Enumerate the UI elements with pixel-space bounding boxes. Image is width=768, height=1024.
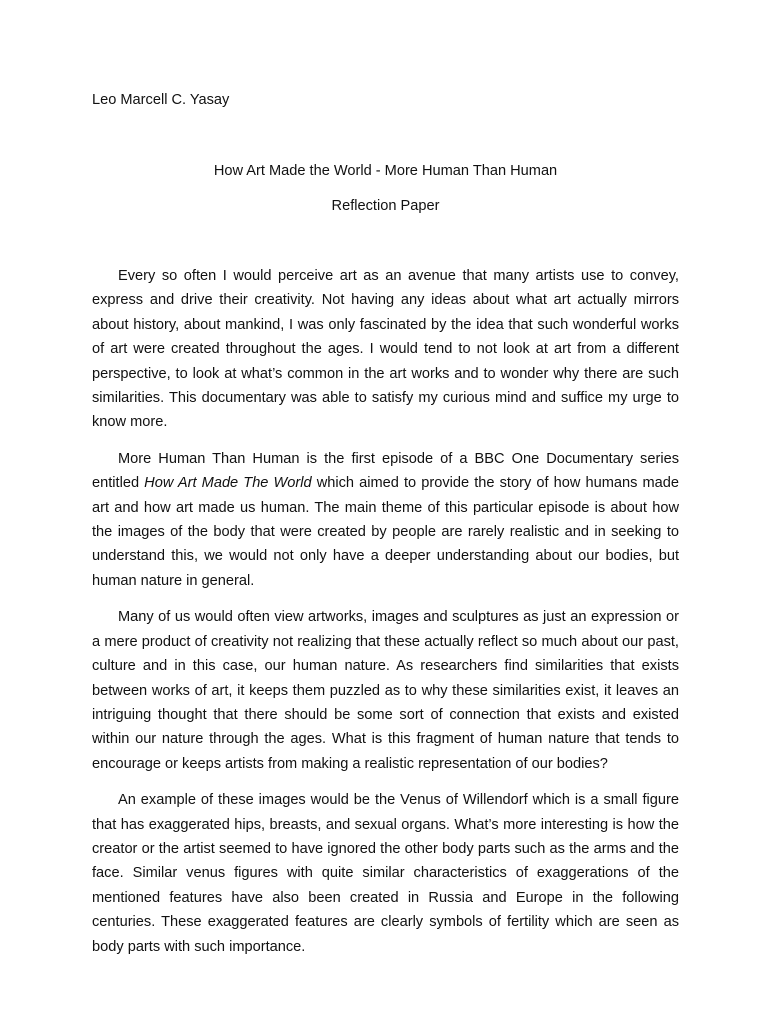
document-body [92,264,679,971]
paragraph-2-text-after: which aimed to provide the story of how humans made art and how art made us human. The main theme of this particular episode is about how the images of the body that were created by people are rarely realistic and in seeking to understand this, we would not only have a deeper understanding about our bodies, but human nature in general. [92,475,679,589]
paragraph-1: Every so often I would perceive art as an avenue that many artists use to convey, express and drive their creativity. Not having any ideas about what art actually mirrors about history, about mankind, I was only fascinated by the idea that such wonderful works of art were created throughout the ages. I would tend to not look at art from a different perspective, to look at what’s common in the art works and to wonder why there are such similarities. This documentary was able to satisfy my curious mind and suffice my urge to know more. [92,268,679,431]
paragraph-2-text-before: More Human Than Human is the first episode of a BBC One Documentary series entitled [92,450,679,492]
paragraph-4: An example of these images would be the Venus of Willendorf which is a small figure that has exaggerated hips, breasts, and sexual organs. What’s more interesting is how the creator or the artist seemed to have ignored the other body parts such as the arms and the face. Similar venus figures with quite similar characteristics of exaggerations of the mentioned features have also been created in Russia and Europe in the following centuries. These exaggerated features are clearly symbols of fertility which are seen as body parts with such importance. [92,792,679,955]
paragraph-3: Many of us would often view artworks, images and sculptures as just an expression or a mere product of creativity not realizing that these actually reflect so much about our past, culture and in this case, our human nature. As researchers find similarities that exists between works of art, it keeps them puzzled as to why these similarities exist, it leaves an intriguing thought that there should be some sort of connection that exists and existed within our nature through the ages. What is this fragment of human nature that tends to encourage or keeps artists from making a realistic representation of our bodies? [92,609,679,772]
document-page [92,0,679,1024]
document-subtitle: Reflection Paper [331,198,440,214]
documentary-title-italic: How Art Made The World [144,475,312,492]
paragraph-2 [92,447,679,593]
document-title: How Art Made the World - More Human Than Human [213,163,558,179]
author-name: Leo Marcell C. Yasay [92,92,230,108]
